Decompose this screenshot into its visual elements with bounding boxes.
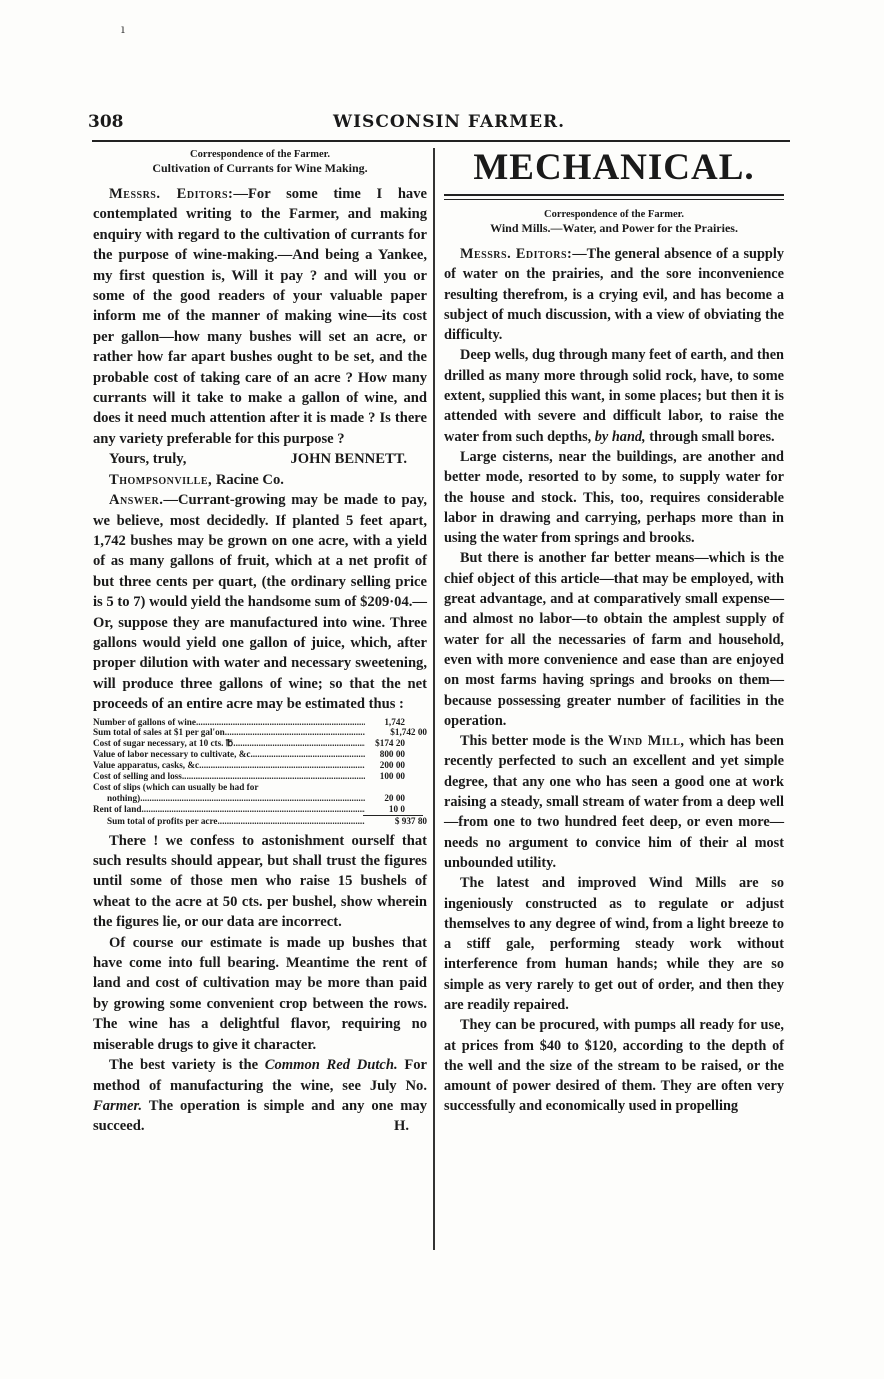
- text: The best variety is the: [109, 1057, 265, 1074]
- table-label: Cost of slips (which can usually be had for: [93, 782, 259, 792]
- table-value: 1,742: [384, 716, 405, 727]
- paragraph: [444, 731, 784, 873]
- table-label: Rent of land: [93, 803, 142, 814]
- editor-signature: H.: [394, 1118, 409, 1135]
- table-label: Number of gallons of wine: [93, 716, 196, 727]
- table-value: 200 00: [379, 760, 405, 771]
- leader-dots: [196, 717, 365, 728]
- salutation: Messrs. Editors:: [460, 246, 573, 262]
- leader-dots: [225, 727, 365, 738]
- table-row: [93, 749, 427, 760]
- leader-dots: [201, 760, 365, 771]
- page-header: [88, 112, 788, 138]
- paragraph: [444, 244, 784, 345]
- estimate-table: [93, 717, 427, 827]
- text: which has been recently perfected to such an excellent and yet simple degree, that any one who has seen a good one at work raising a steady, small stream of water from a deep well—from one to two hundred feet deep, or even more—needs no argument to convice him of their al most unbounded utility.: [444, 733, 784, 871]
- table-row: [93, 727, 427, 738]
- left-correspondence-line: Correspondence of the Farmer.: [190, 149, 330, 160]
- table-value: 100 00: [379, 771, 405, 782]
- letter-paragraph: [93, 184, 427, 449]
- text: —The general absence of a supply of water on the prairies, and the sore inconvenience resulting therefrom, is a crying evil, and has become a subject of much discussion, with a view of obviating the difficulty.: [444, 246, 784, 344]
- right-column: [444, 148, 784, 1117]
- paragraph: The latest and improved Wind Mills are so ingeniously constructed as to regulate or adjust themselves to any degree of wind, from a light breeze to a stiff gale, performing steady work without interference from human hands; while they are so simple as very rarely to get out of order, and then they are readily repaired.: [444, 875, 784, 1013]
- variety-name: Common Red Dutch.: [264, 1057, 398, 1074]
- paragraph: But there is another far better means—which is the chief object of this article—that may be employed, with great advantage, and at comparatively small expense—and almost no labor—to obtain the amplest supply of water for all the necessaries of farm and household, even with more convenience and ease than are enjoyed on most farms having springs and brooks on them—because possessing greater number of facilities in the operation.: [444, 550, 784, 729]
- table-label: Sum total of sales at $1 per gal'on: [93, 727, 225, 738]
- letter-signature: [93, 449, 427, 469]
- table-label: Value apparatus, casks, &c.: [93, 760, 202, 771]
- signature-name: JOHN BENNETT.: [290, 451, 407, 468]
- table-label: Value of labor necessary to cultivate, &c...: [93, 749, 258, 760]
- closing: Yours, truly,: [109, 451, 187, 468]
- letter-text: —For some time I have contemplated writing to the Farmer, and making enquiry with regard to the cultivation of currants for the purpose of wine-making.—And being a Yankee, my first question is, Will it pay ? and will you or some of the good readers of your valuable paper inform me of the manner of making wine—its cost per gallon—how many bushes will set an acre, or rather how far apart bushes ought to be set, and the probable cost of taking care of an acre ? How many currants will it take to make a gallon of wine, and does it need much attention after it is made ? Is there any variety preferable for this purpose ?: [93, 186, 428, 447]
- paragraph: There ! we confess to astonishment ourself that such results should appear, but shall trust the figures until some of those men who raise 15 bushels of wheat to the acre at 50 cts. per bushel, show wherein the figures lie, or our data are incorrect.: [93, 832, 427, 931]
- table-value: $1,742 00: [390, 727, 427, 738]
- header-rule: [92, 140, 790, 142]
- leader-dots: [218, 816, 366, 827]
- table-label: Cost of sugar necessary, at 10 cts. ℔: [93, 738, 234, 749]
- section-heading: MECHANICAL.: [473, 147, 755, 188]
- place: Thompsonville,: [109, 471, 213, 488]
- right-correspondence-line: Correspondence of the Farmer.: [544, 209, 684, 220]
- table-value: 20 00: [384, 792, 405, 803]
- left-column: [93, 148, 427, 1137]
- corner-mark: ı: [121, 22, 125, 36]
- salutation: Messrs. Editors:: [109, 186, 234, 202]
- table-row: [93, 760, 427, 771]
- answer-paragraph: [93, 490, 427, 714]
- closing-paragraph: [93, 1055, 427, 1137]
- paragraph: [444, 345, 784, 446]
- table-row: [93, 782, 427, 793]
- table-value: 800 00: [379, 749, 405, 760]
- section-rule: [444, 194, 784, 200]
- paragraph: Of course our estimate is made up bushes that have come into full bearing. Meantime the rent of land and cost of cultivation may be more than paid by growing some convenient crop between the rows. The wine has a delightful flavor, requiring no miserable drugs to give it character.: [93, 934, 427, 1053]
- leader-dots: [142, 804, 366, 815]
- running-title: WISCONSIN FARMER.: [333, 112, 566, 132]
- leader-dots: [140, 793, 365, 804]
- table-row: [93, 738, 427, 749]
- table-label: Sum total of profits per acre: [107, 815, 218, 826]
- text: Deep wells, dug through many feet of earth, and then drilled as many more through solid rock, have, to some extent, supplied this want, in some places; but then it is attended with severe and difficult labor, to raise the water from such depths,: [444, 347, 784, 445]
- text: For method of manufacturing the wine, see July No.: [93, 1057, 428, 1094]
- table-row: [93, 771, 427, 782]
- table-row: [93, 816, 427, 827]
- table-row: [93, 717, 427, 728]
- paragraph: They can be procured, with pumps all ready for use, at prices from $40 to $120, according to the depth of the well and the size of the stream to be raised, or the amount of power desired of them. They are often very successfully and economically used in propelling: [444, 1017, 784, 1115]
- farmer-ref: Farmer.: [93, 1097, 143, 1114]
- table-value: 10 0: [388, 803, 405, 814]
- table-value: $174 20: [375, 738, 405, 749]
- place-line: [93, 470, 427, 490]
- county: Racine Co.: [212, 471, 284, 488]
- text: through small bores.: [645, 428, 775, 445]
- column-divider: [433, 148, 435, 1250]
- right-article-title: Wind Mills.—Water, and Power for the Prairies.: [490, 221, 738, 235]
- leader-dots: [182, 771, 365, 782]
- leader-dots: [233, 738, 365, 749]
- answer-label: Answer.: [109, 492, 164, 509]
- wind-mill-term: Wind Mill,: [608, 733, 685, 750]
- text: The operation is simple and any one may succeed.: [93, 1097, 427, 1135]
- table-label: Cost of selling and loss: [93, 771, 182, 782]
- table-label: nothing): [107, 792, 141, 803]
- leader-dots: [257, 749, 365, 760]
- table-row: [93, 793, 427, 804]
- paragraph: Large cisterns, near the buildings, are another and better mode, resorted to by some, to supply water for the house and stock. This, too, requires considerable labor in drawing and carrying, perhaps more than in using the water from springs and brooks.: [444, 448, 784, 547]
- text: This better mode is the: [460, 733, 609, 750]
- answer-text: —Currant-growing may be made to pay, we believe, most decidedly. If planted 5 feet apart, 1,742 bushes may be grown on one acre, with a yield of as many gallons of fruit, which at a net profit of but three cents per quart, (the ordinary selling price is 5 to 7) would yield the handsome sum of $209·04.—Or, suppose they are manufactured into wine. Three gallons would yield one gallon of juice, which, after proper dilution with water and necessary sweetening, will produce three gallons of wine; so that the net proceeds of an entire acre may be estimated thus :: [93, 492, 427, 713]
- page-number: 308: [88, 112, 124, 132]
- left-article-title: Cultivation of Currants for Wine Making.: [152, 161, 368, 175]
- table-value: $ 937 80: [394, 815, 427, 826]
- emphasis: by hand,: [594, 428, 646, 445]
- table-row: [93, 804, 427, 815]
